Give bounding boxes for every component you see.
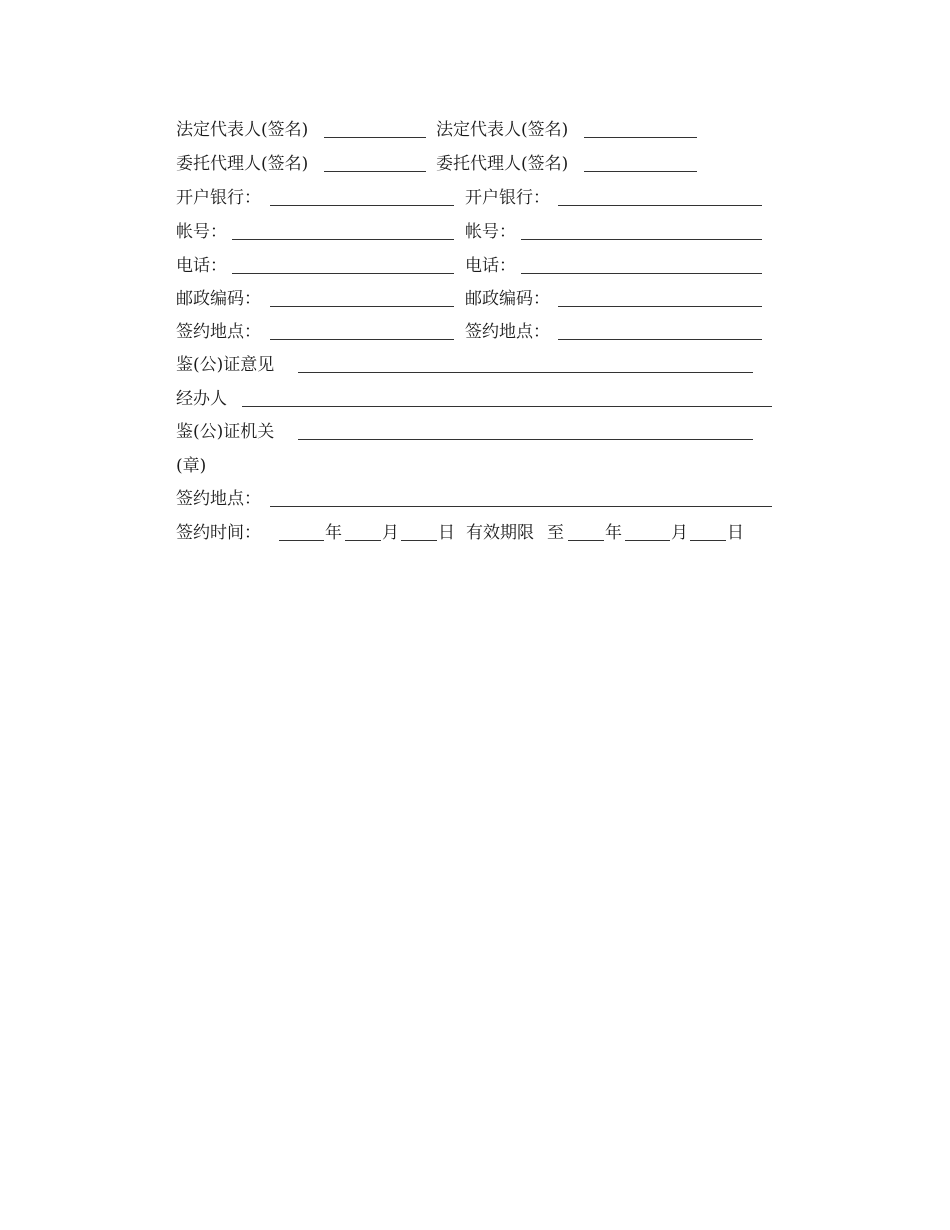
validity-year-field[interactable]: [568, 540, 604, 541]
validity-to-label: 至: [547, 523, 564, 543]
notary-office-label: 鉴(公)证机关: [176, 422, 275, 442]
phone-field-right[interactable]: [521, 273, 762, 274]
account-label-left: 帐号：: [176, 222, 227, 242]
validity-day-unit: 日: [727, 523, 744, 543]
validity-month-field[interactable]: [625, 540, 670, 541]
seal-label: (章): [176, 456, 207, 476]
postcode-field-left[interactable]: [270, 306, 454, 307]
notary-opinion-label: 鉴(公)证意见: [176, 355, 275, 375]
postcode-label-right: 邮政编码：: [465, 289, 550, 309]
account-label-right: 帐号：: [465, 222, 516, 242]
sign-month-unit: 月: [382, 523, 399, 543]
account-field-left[interactable]: [232, 239, 454, 240]
sign-place-label-left: 签约地点：: [176, 322, 261, 342]
handler-label: 经办人: [176, 389, 227, 409]
account-field-right[interactable]: [521, 239, 762, 240]
handler-field[interactable]: [242, 406, 772, 407]
sign-month-field[interactable]: [345, 540, 381, 541]
notary-opinion-field[interactable]: [298, 372, 753, 373]
legal-rep-field-left[interactable]: [324, 137, 426, 138]
legal-rep-label-right: 法定代表人(签名): [436, 120, 569, 140]
sign-place-single-field[interactable]: [270, 506, 772, 507]
validity-day-field[interactable]: [690, 540, 726, 541]
phone-label-right: 电话：: [465, 256, 516, 276]
sign-year-field[interactable]: [279, 540, 324, 541]
sign-time-label: 签约时间：: [176, 523, 261, 543]
sign-place-field-right[interactable]: [558, 339, 762, 340]
validity-year-unit: 年: [605, 523, 622, 543]
validity-month-unit: 月: [671, 523, 688, 543]
bank-label-right: 开户银行：: [465, 188, 550, 208]
sign-day-field[interactable]: [401, 540, 437, 541]
agent-field-right[interactable]: [584, 171, 697, 172]
agent-label-right: 委托代理人(签名): [436, 154, 569, 174]
bank-field-right[interactable]: [558, 205, 762, 206]
sign-place-single-label: 签约地点：: [176, 489, 261, 509]
legal-rep-field-right[interactable]: [584, 137, 697, 138]
postcode-label-left: 邮政编码：: [176, 289, 261, 309]
phone-field-left[interactable]: [232, 273, 454, 274]
validity-label: 有效期限: [466, 523, 534, 543]
sign-place-field-left[interactable]: [270, 339, 454, 340]
postcode-field-right[interactable]: [558, 306, 762, 307]
bank-label-left: 开户银行：: [176, 188, 261, 208]
sign-day-unit: 日: [438, 523, 455, 543]
agent-field-left[interactable]: [324, 171, 426, 172]
agent-label-left: 委托代理人(签名): [176, 154, 309, 174]
legal-rep-label-left: 法定代表人(签名): [176, 120, 309, 140]
notary-office-field[interactable]: [298, 439, 753, 440]
bank-field-left[interactable]: [270, 205, 454, 206]
phone-label-left: 电话：: [176, 256, 227, 276]
sign-place-label-right: 签约地点：: [465, 322, 550, 342]
sign-year-unit: 年: [325, 523, 342, 543]
